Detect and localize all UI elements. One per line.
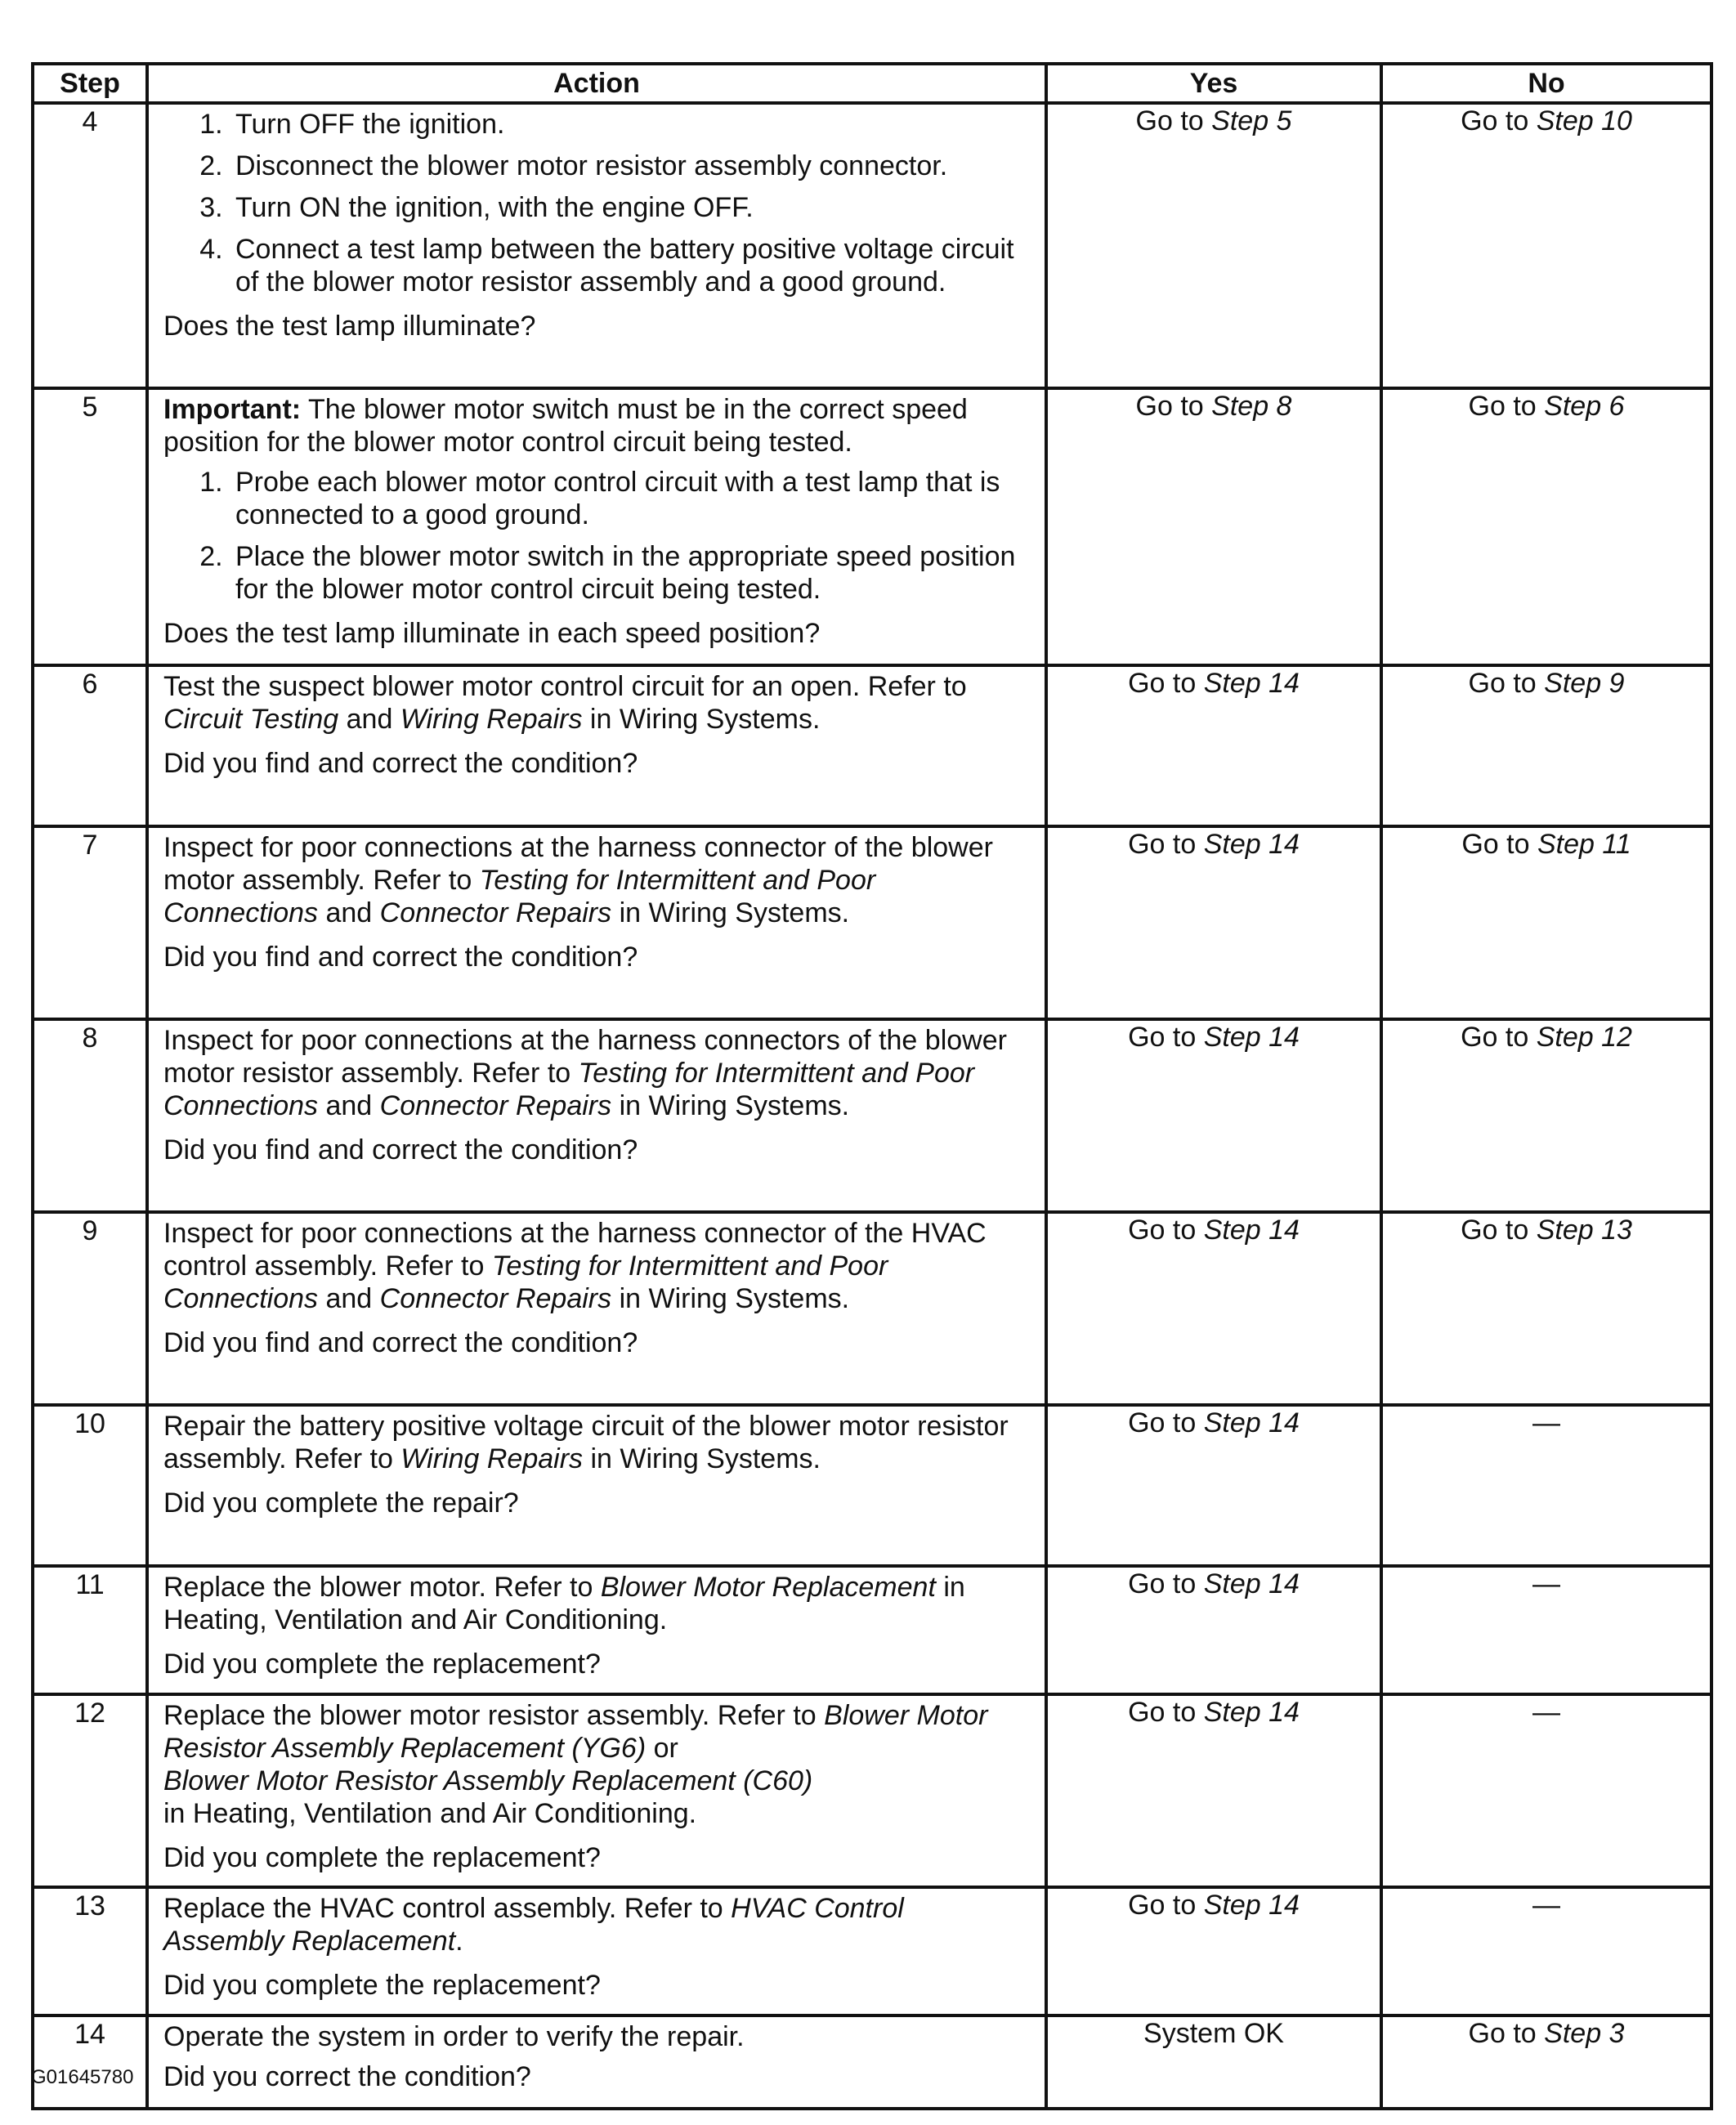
yes-step-link[interactable]: Step 5 [1211,105,1292,136]
action-text-part: in Wiring Systems. [619,1283,850,1314]
yes-step-link[interactable]: Step 14 [1203,1890,1300,1921]
action-text-part: in Heating, Ventilation and Air Conditioning. [163,1572,965,1635]
question-text: Does the test lamp illuminate? [163,311,536,342]
action-text-part: Inspect for poor connections at the harness connector of the blower motor assembly. Refer to [163,832,993,896]
table-row [33,388,1711,665]
list-item: 1. Probe each blower motor control circuit with a test lamp that is connected to a good ground. [230,466,1030,531]
step-number: 14 [33,2015,147,2109]
no-step-link[interactable]: Step 11 [1537,829,1631,860]
no-cell [1381,388,1711,665]
yes-prefix: Go to [1128,1697,1197,1728]
action-text-part: Replace the HVAC control assembly. Refer to [163,1893,723,1924]
yes-step-link[interactable]: Step 14 [1203,1568,1300,1599]
question-text: Did you find and correct the condition? [163,1327,638,1358]
action-text-part: . [455,1926,463,1957]
no-cell [1381,826,1711,1019]
not-applicable-dash: — [1532,1407,1560,1438]
table-row [33,1887,1711,2015]
no-prefix: Go to [1461,1022,1529,1053]
step-number: 10 [33,1405,147,1566]
list-item: 3. Turn ON the ignition, with the engine OFF. [230,191,1030,224]
list-item: 4. Connect a test lamp between the battery positive voltage circuit of the blower motor resistor assembly and a good ground. [230,233,1030,298]
action-steps-list [163,466,1030,606]
yes-cell [1046,1887,1381,2015]
no-cell [1381,2015,1711,2109]
yes-prefix: Go to [1128,1022,1197,1053]
action-text-part: and [325,1090,373,1121]
reference-link[interactable]: HVAC Control Assembly Replacement [163,1893,904,1957]
question-text: Did you find and correct the condition? [163,1134,638,1165]
step-number: 11 [33,1566,147,1694]
action-text-part: Inspect for poor connections at the harness connector of the HVAC control assembly. Refer to [163,1218,987,1282]
yes-cell [1046,826,1381,1019]
not-applicable-dash: — [1532,1697,1560,1728]
action-text [163,1217,1030,1315]
action-steps-list [163,108,1030,298]
reference-link[interactable]: Testing for Intermittent and Poor Connections [163,1058,975,1121]
action-cell [147,665,1046,826]
yes-cell [1046,1566,1381,1694]
action-cell [147,1694,1046,1887]
action-text [163,831,1030,929]
reference-link[interactable]: Wiring Repairs [400,704,583,735]
action-cell [147,103,1046,388]
step-number: 7 [33,826,147,1019]
no-step-link[interactable]: Step 9 [1544,668,1625,699]
reference-link[interactable]: Testing for Intermittent and Poor Connections [163,865,876,928]
header-step: Step [33,64,147,103]
reference-link[interactable]: Testing for Intermittent and Poor Connections [163,1250,888,1314]
step-number: 9 [33,1212,147,1405]
question-text: Did you complete the replacement? [163,1649,601,1680]
action-text [163,1892,1030,1957]
action-cell [147,1566,1046,1694]
action-text-part: in Wiring Systems. [589,704,821,735]
yes-step-link[interactable]: Step 14 [1203,1215,1300,1246]
table-row [33,1019,1711,1212]
action-text-part: Test the suspect blower motor control circuit for an open. Refer to [163,671,967,702]
no-prefix: Go to [1468,391,1537,422]
yes-cell [1046,103,1381,388]
table-row [33,2015,1711,2109]
no-cell [1381,1887,1711,2015]
question-text: Did you find and correct the condition? [163,748,638,779]
reference-link[interactable]: Wiring Repairs [400,1443,584,1474]
yes-prefix: Go to [1135,391,1204,422]
not-applicable-dash: — [1532,1890,1560,1921]
step-number: 13 [33,1887,147,2015]
reference-link[interactable]: Blower Motor Resistor Assembly Replacement (YG6) [163,1700,988,1764]
action-text-part: Replace the blower motor resistor assembly. Refer to [163,1700,817,1731]
diagnostic-table [31,62,1713,2110]
yes-cell [1046,388,1381,665]
yes-prefix: Go to [1128,1890,1197,1921]
question-text: Did you complete the replacement? [163,1842,601,1873]
list-item: 2. Place the blower motor switch in the appropriate speed position for the blower motor control circuit being tested. [230,540,1030,606]
no-step-link[interactable]: Step 12 [1536,1022,1632,1053]
table-header-row [33,64,1711,103]
no-prefix: Go to [1461,105,1529,136]
no-cell [1381,1405,1711,1566]
no-cell [1381,103,1711,388]
yes-cell [1046,1019,1381,1212]
question-text: Did you complete the replacement? [163,1970,601,2001]
no-cell [1381,1694,1711,1887]
table-row [33,1212,1711,1405]
no-prefix: Go to [1468,2018,1537,2049]
yes-step-link[interactable]: Step 14 [1203,1697,1300,1728]
no-prefix: Go to [1468,668,1537,699]
table-row [33,103,1711,388]
action-text [163,1571,1030,1636]
action-text-part: in Heating, Ventilation and Air Conditioning. [163,1798,697,1829]
reference-link[interactable]: Circuit Testing [163,704,339,735]
table-row [33,665,1711,826]
step-number: 8 [33,1019,147,1212]
action-cell [147,1887,1046,2015]
question-text: Did you complete the repair? [163,1488,519,1519]
no-cell [1381,1566,1711,1694]
header-action: Action [147,64,1046,103]
important-label: Important: [163,394,302,425]
reference-link[interactable]: Blower Motor Replacement [600,1572,936,1603]
step-number: 5 [33,388,147,665]
header-no: No [1381,64,1711,103]
step-number: 6 [33,665,147,826]
reference-link[interactable]: Connector Repairs [379,1090,612,1121]
yes-prefix: Go to [1128,1568,1197,1599]
yes-prefix: Go to [1128,1407,1197,1438]
action-text-part: and [325,897,373,928]
action-text-part: in Wiring Systems. [590,1443,821,1474]
important-text: The blower motor switch must be in the correct speed position for the blower motor control circuit being tested. [163,394,968,458]
no-cell [1381,1019,1711,1212]
step-number: 12 [33,1694,147,1887]
action-cell [147,2015,1046,2109]
action-text-part: Inspect for poor connections at the harness connectors of the blower motor resistor assembly. Refer to [163,1025,1007,1089]
action-cell [147,388,1046,665]
header-yes: Yes [1046,64,1381,103]
table-row [33,1566,1711,1694]
action-text [163,1699,1030,1830]
action-cell [147,1405,1046,1566]
action-text-part: in Wiring Systems. [619,897,850,928]
reference-link[interactable]: Connector Repairs [379,897,612,928]
action-cell [147,1212,1046,1405]
action-text: Operate the system in order to verify the repair. [163,2021,745,2052]
action-text [163,1410,1030,1475]
no-step-link[interactable]: Step 13 [1536,1215,1632,1246]
no-prefix: Go to [1461,1215,1529,1246]
action-text-part: and [346,704,393,735]
list-item: 2. Disconnect the blower motor resistor assembly connector. [230,150,1030,182]
yes-prefix: Go to [1128,668,1197,699]
yes-cell [1046,2015,1381,2109]
table-row [33,1405,1711,1566]
yes-cell [1046,1694,1381,1887]
yes-step-link[interactable]: Step 14 [1203,829,1300,860]
action-text-part: Replace the blower motor. Refer to [163,1572,593,1603]
yes-step-link[interactable]: Step 14 [1203,1407,1300,1438]
question-text: Does the test lamp illuminate in each speed position? [163,618,821,649]
table-row [33,826,1711,1019]
action-text [163,670,1030,736]
reference-link[interactable]: Connector Repairs [379,1283,612,1314]
step-number: 4 [33,103,147,388]
not-applicable-dash: — [1532,1568,1560,1599]
no-prefix: Go to [1461,829,1530,860]
yes-cell [1046,665,1381,826]
table-row [33,1694,1711,1887]
action-text [163,1024,1030,1122]
action-text-part: or [653,1733,678,1764]
figure-code: G01645780 [31,2066,134,2088]
list-item: 1. Turn OFF the ignition. [230,108,1030,141]
yes-prefix: Go to [1135,105,1204,136]
yes-step-link[interactable]: Step 8 [1211,391,1292,422]
yes-prefix: Go to [1128,1215,1197,1246]
no-cell [1381,1212,1711,1405]
yes-cell [1046,1405,1381,1566]
no-cell [1381,665,1711,826]
question-text: Did you find and correct the condition? [163,942,638,973]
yes-step-link[interactable]: Step 14 [1203,1022,1300,1053]
yes-step-link[interactable]: Step 14 [1203,668,1300,699]
action-text-part: and [325,1283,373,1314]
action-cell [147,1019,1046,1212]
no-step-link[interactable]: Step 3 [1544,2018,1625,2049]
action-cell [147,826,1046,1019]
no-step-link[interactable]: Step 6 [1544,391,1625,422]
yes-cell [1046,1212,1381,1405]
no-step-link[interactable]: Step 10 [1536,105,1632,136]
action-text-part: Repair the battery positive voltage circuit of the blower motor resistor assembly. Refer to [163,1411,1009,1474]
reference-link[interactable]: Blower Motor Resistor Assembly Replacement (C60) [163,1765,813,1796]
important-note [163,393,1030,459]
action-text-part: in Wiring Systems. [619,1090,850,1121]
yes-prefix: Go to [1128,829,1197,860]
question-text: Did you correct the condition? [163,2061,531,2092]
yes-result: System OK [1143,2018,1284,2049]
